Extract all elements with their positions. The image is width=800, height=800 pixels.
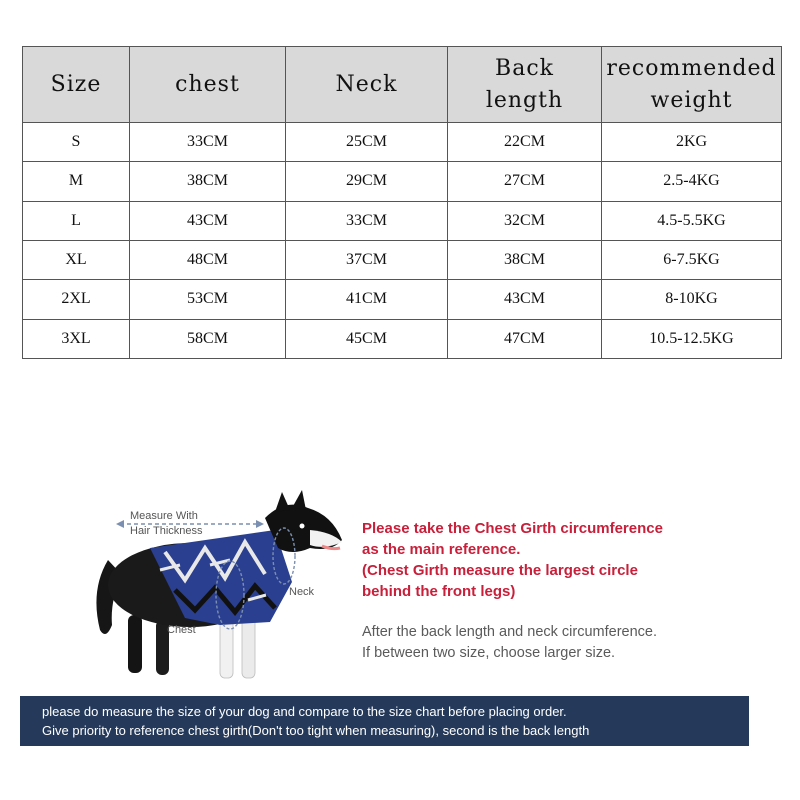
instruction-line: behind the front legs) <box>362 583 516 600</box>
cell-weight: 2.5-4KG <box>602 162 782 201</box>
label-neck: Neck <box>289 586 315 598</box>
table-row <box>23 280 782 319</box>
cell-back-length: 22CM <box>448 123 602 162</box>
cell-neck: 33CM <box>286 201 448 240</box>
label-chest: Chest <box>167 624 196 636</box>
cell-chest: 58CM <box>130 319 286 358</box>
table-row <box>23 201 782 240</box>
table-row <box>23 123 782 162</box>
instruction-line: (Chest Girth measure the largest circle <box>362 562 638 579</box>
cell-neck: 29CM <box>286 162 448 201</box>
banner-line: Give priority to reference chest girth(Don't too tight when measuring), second is the back length <box>42 723 590 738</box>
cell-size: 3XL <box>23 319 130 358</box>
cell-back-length: 38CM <box>448 240 602 279</box>
label-measure-with: Measure With <box>130 510 198 522</box>
table-header-row <box>23 47 782 123</box>
table-row <box>23 240 782 279</box>
cell-chest: 53CM <box>130 280 286 319</box>
chest-girth-instruction <box>362 518 752 602</box>
table-row <box>23 319 782 358</box>
cell-weight: 6-7.5KG <box>602 240 782 279</box>
cell-weight: 2KG <box>602 123 782 162</box>
cell-size: L <box>23 201 130 240</box>
cell-size: S <box>23 123 130 162</box>
cell-chest: 43CM <box>130 201 286 240</box>
cell-size: M <box>23 162 130 201</box>
dog-in-coat-illustration <box>70 490 370 690</box>
instruction-line: as the main reference. <box>362 541 521 558</box>
instruction-line: Please take the Chest Girth circumference <box>362 520 663 537</box>
table-row <box>23 162 782 201</box>
note-line: After the back length and neck circumference. <box>362 624 657 640</box>
header-recommended-weight: recommended weight <box>602 47 782 123</box>
cell-neck: 45CM <box>286 319 448 358</box>
measurement-guide <box>20 490 750 745</box>
cell-back-length: 43CM <box>448 280 602 319</box>
header-chest: chest <box>130 47 286 123</box>
banner-line: please do measure the size of your dog and compare to the size chart before placing order. <box>42 704 567 719</box>
cell-weight: 8-10KG <box>602 280 782 319</box>
header-size: Size <box>23 47 130 123</box>
cell-neck: 25CM <box>286 123 448 162</box>
note-line: If between two size, choose larger size. <box>362 645 616 661</box>
cell-weight: 10.5-12.5KG <box>602 319 782 358</box>
cell-chest: 38CM <box>130 162 286 201</box>
size-chart-table <box>22 46 782 359</box>
label-hair-thickness: Hair Thickness <box>130 525 203 537</box>
cell-chest: 48CM <box>130 240 286 279</box>
cell-back-length: 47CM <box>448 319 602 358</box>
cell-chest: 33CM <box>130 123 286 162</box>
cell-size: 2XL <box>23 280 130 319</box>
cell-neck: 41CM <box>286 280 448 319</box>
cell-size: XL <box>23 240 130 279</box>
header-neck: Neck <box>286 47 448 123</box>
cell-weight: 4.5-5.5KG <box>602 201 782 240</box>
cell-back-length: 27CM <box>448 162 602 201</box>
measure-advice-banner <box>20 696 749 746</box>
cell-neck: 37CM <box>286 240 448 279</box>
size-choice-note <box>362 622 752 664</box>
cell-back-length: 32CM <box>448 201 602 240</box>
header-back-length: Back length <box>448 47 602 123</box>
